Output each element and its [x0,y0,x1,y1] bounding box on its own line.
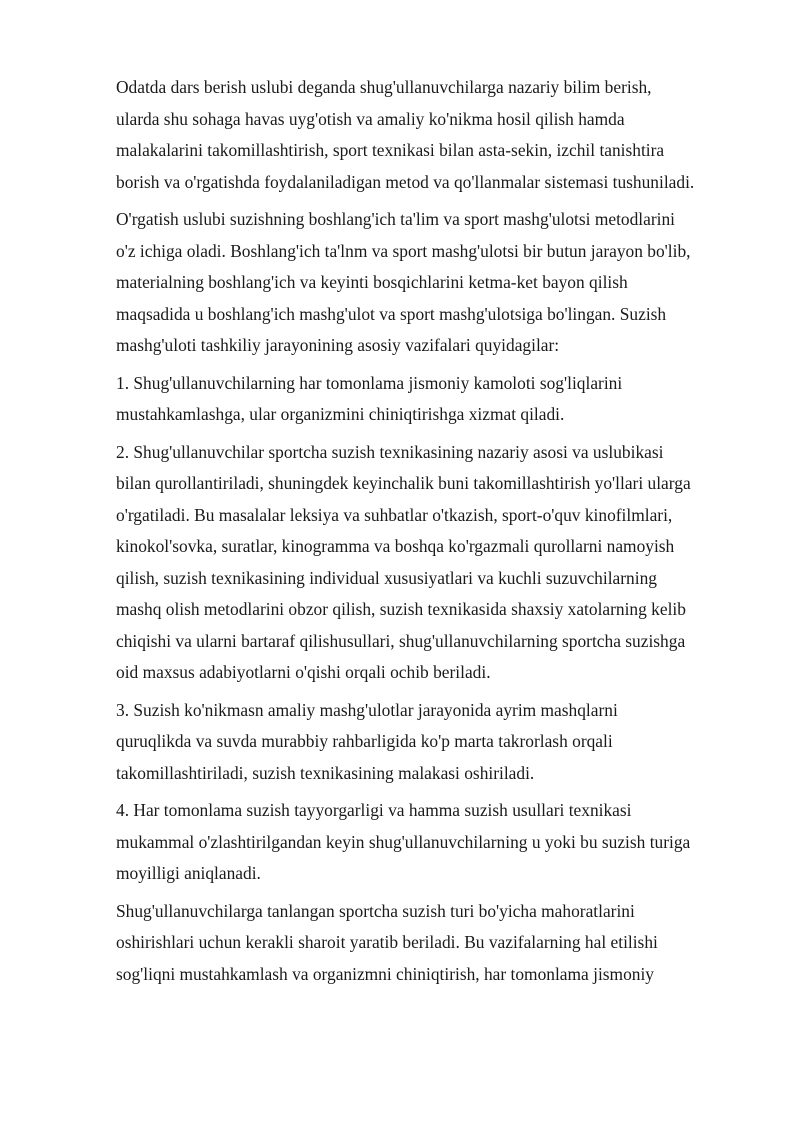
text-line: bilan qurollantiriladi, shuningdek keyinchalik buni takomillashtirish yo'llari ularga [116,473,691,493]
text-line: takomillashtiriladi, suzish texnikasining malakasi oshiriladi. [116,762,535,783]
text-line: mashg'uloti tashkiliy jarayonining asosiy vazifalari quyidagilar: [116,335,560,355]
text-line: 2. Shug'ullanuvchilar sportcha suzish texnikasining nazariy asosi va uslubikasi [116,441,664,462]
paragraph-3 [116,368,738,431]
text-line: borish va o'rgatishda foydalaniladigan metod va qo'llanmalar sistemasi tushuniladi. [116,171,695,192]
text-line: sog'liqni mustahkamlash va organizmni chiniqtirish, har tomonlama jismoniy [116,963,654,984]
text-line: o'rgatiladi. Bu masalalar leksiya va suhbatlar o'tkazish, sport-o'quv kinofilmlari, [116,504,673,525]
text-line: O'rgatish uslubi suzishning boshlang'ich ta'lim va sport mashg'ulotsi metodlarini [116,209,676,229]
text-line: quruqlikda va suvda murabbiy rahbarligida ko'p marta takrorlash orqali [116,731,613,751]
paragraph-5 [116,695,738,790]
text-line: ularda shu sohaga havas uyg'otish va amaliy ko'nikma hosil qilish hamda [116,108,625,129]
text-line: oid maxsus adabiyotlarni o'qishi orqali ochib beriladi. [116,662,491,682]
paragraph-7 [116,896,738,991]
text-line: chiqishi va ularni bartaraf qilishusullari, shug'ullanuvchilarning sportcha suzishga [116,630,686,651]
paragraph-2 [116,204,738,362]
text-line: 1. Shug'ullanuvchilarning har tomonlama jismoniy kamoloti sog'liqlarini [116,372,623,393]
text-line: 4. Har tomonlama suzish tayyorgarligi va hamma suzish usullari texnikasi [116,800,632,820]
text-line: moyilligi aniqlanadi. [116,863,261,883]
text-line: mashq olish metodlarini obzor qilish, suzish texnikasida shaxsiy xatolarning kelib [116,599,686,619]
text-line: Shug'ullanuvchilarga tanlangan sportcha suzish turi bo'yicha mahoratlarini [116,900,635,921]
text-line: 3. Suzish ko'nikmasn amaliy mashg'ulotlar jarayonida ayrim mashqlarni [116,699,618,720]
text-line: mukammal o'zlashtirilgandan keyin shug'ullanuvchilarning u yoki bu suzish turiga [116,831,691,852]
text-line: o'z ichiga oladi. Boshlang'ich ta'lnm va sport mashg'ulotsi bir butun jarayon bo'lib, [116,240,691,261]
paragraph-6 [116,795,738,890]
text-line: Odatda dars berish uslubi deganda shug'ullanuvchilarga nazariy bilim berish, [116,77,652,97]
text-line: qilish, suzish texnikasining individual xususiyatlari va kuchli suzuvchilarning [116,567,657,588]
text-line: materialning boshlang'ich va keyinti bosqichlarini ketma-ket bayon qilish [116,272,628,292]
paragraph-1 [116,72,738,198]
text-line: mustahkamlashga, ular organizmini chiniqtirishga xizmat qiladi. [116,404,565,424]
text-line: kinokol'sovka, suratlar, kinogramma va boshqa ko'rgazmali qurollarni namoyish [116,536,675,556]
paragraph-4 [116,437,738,689]
text-line: malakalarini takomillashtirish, sport texnikasi bilan asta-sekin, izchil tanishtira [116,140,665,160]
text-line: oshirishlari uchun kerakli sharoit yaratib beriladi. Bu vazifalarning hal etilishi [116,932,658,952]
text-line: maqsadida u boshlang'ich mashg'ulot va sport mashg'ulotsiga bo'lingan. Suzish [116,303,667,324]
